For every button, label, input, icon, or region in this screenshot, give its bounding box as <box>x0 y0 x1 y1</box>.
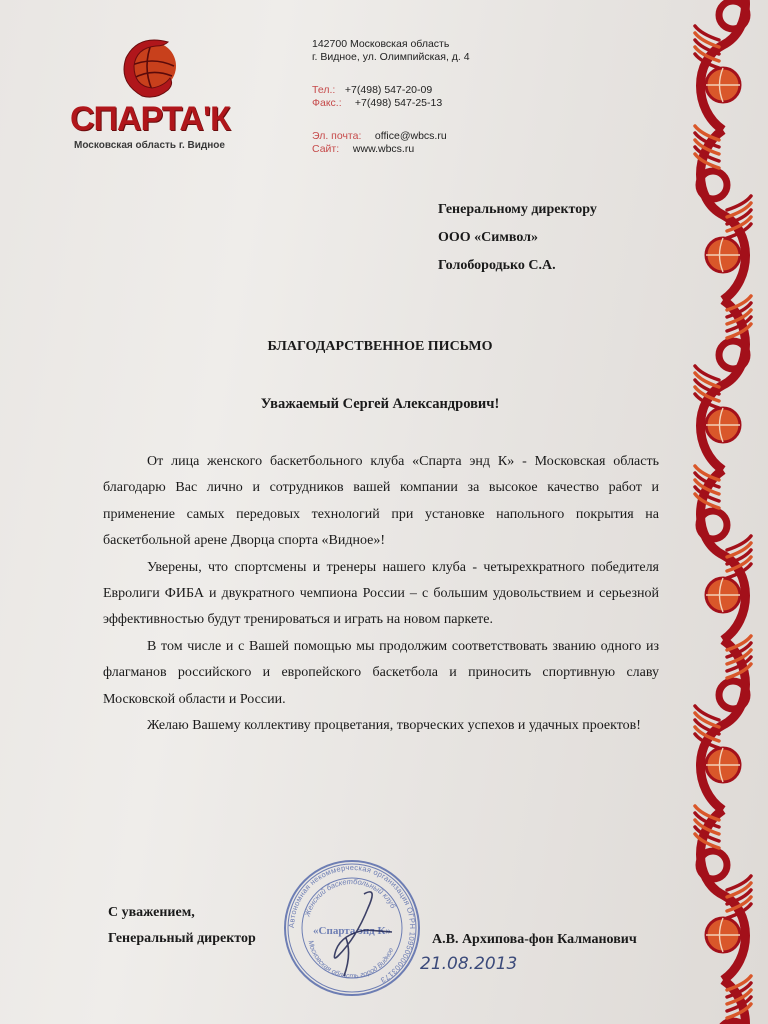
site-row <box>312 143 470 156</box>
addressee-position: Генеральному директору <box>438 202 597 217</box>
address-line: 142700 Московская область <box>312 38 450 50</box>
closing-regards: С уважением, <box>108 905 195 920</box>
club-logo <box>68 28 248 158</box>
email-row <box>312 130 470 143</box>
phone-value: +7(498) 547-20-09 <box>344 84 433 96</box>
basketball-logo-icon <box>116 32 184 100</box>
stamp-bottom-text: Московская область город Видное <box>306 939 396 981</box>
body-paragraph: Уверены, что спортсмены и тренеры нашего клуба - четырехкратного победителя Евролиги ФИБА и двукратного чемпиона России – с большим удовольствием и серьезной эффективностью будут тренироваться и играть на новом паркете. <box>103 559 659 628</box>
letterhead-contacts <box>312 38 470 156</box>
official-stamp <box>282 858 422 998</box>
email-label: Эл. почта: <box>312 130 362 142</box>
body-paragraph: От лица женского баскетбольного клуба «Спарта энд К» - Московская область благодарю Вас лично и сотрудников вашей компании за высокое качество работ и применение самых передовых технологий при установке напольного покрытия на баскетбольной арене Дворца спорта «Видное»! <box>103 454 659 549</box>
addressee-name: Голобородько С.А. <box>438 258 556 273</box>
letter-body <box>103 449 659 739</box>
fax-row <box>312 97 470 110</box>
signer-name: А.В. Архипова-фон Калманович <box>432 932 637 947</box>
phone-label: Тел.: <box>312 84 336 96</box>
site-value: www.wbcs.ru <box>352 143 415 155</box>
body-paragraph: В том числе и с Вашей помощью мы продолжим соответствовать званию одного из флагманов российского и европейского баскетбола и приносить спортивную славу Московской области и России. <box>103 638 659 707</box>
address-line: г. Видное, ул. Олимпийская, д. 4 <box>312 51 470 63</box>
logo-subtitle: Московская область г. Видное <box>74 140 225 151</box>
logo-wordmark: СПАРТА'К <box>70 100 230 138</box>
stamp-outer-text: Автономная некоммерческая организация ОГРН 1095000003173 <box>286 862 418 985</box>
folk-ornament-border <box>678 0 768 1024</box>
ornament-pattern <box>695 0 751 1024</box>
stamp-inner-text: Женский баскетбольный клуб <box>302 876 398 918</box>
fax-label: Факс.: <box>312 97 342 109</box>
stamp-center-text: «Спарта энд К» <box>313 925 391 937</box>
phone-row <box>312 84 470 97</box>
svg-text:Московская область город Видно <box>306 940 395 980</box>
closing-block <box>108 905 256 957</box>
email-value: office@wbcs.ru <box>374 130 447 142</box>
closing-position: Генеральный директор <box>108 931 256 946</box>
addressee-company: ООО «Символ» <box>438 230 539 245</box>
site-label: Сайт: <box>312 143 340 155</box>
salutation: Уважаемый Сергей Александрович! <box>260 396 500 412</box>
letter-title: БЛАГОДАРСТВЕННОЕ ПИСЬМО <box>267 339 493 354</box>
fax-value: +7(498) 547-25-13 <box>354 97 443 109</box>
addressee-block <box>438 200 597 284</box>
handwritten-date: 21.08.2013 <box>420 954 518 974</box>
body-paragraph: Желаю Вашему коллективу процветания, творческих успехов и удачных проектов! <box>147 718 641 734</box>
